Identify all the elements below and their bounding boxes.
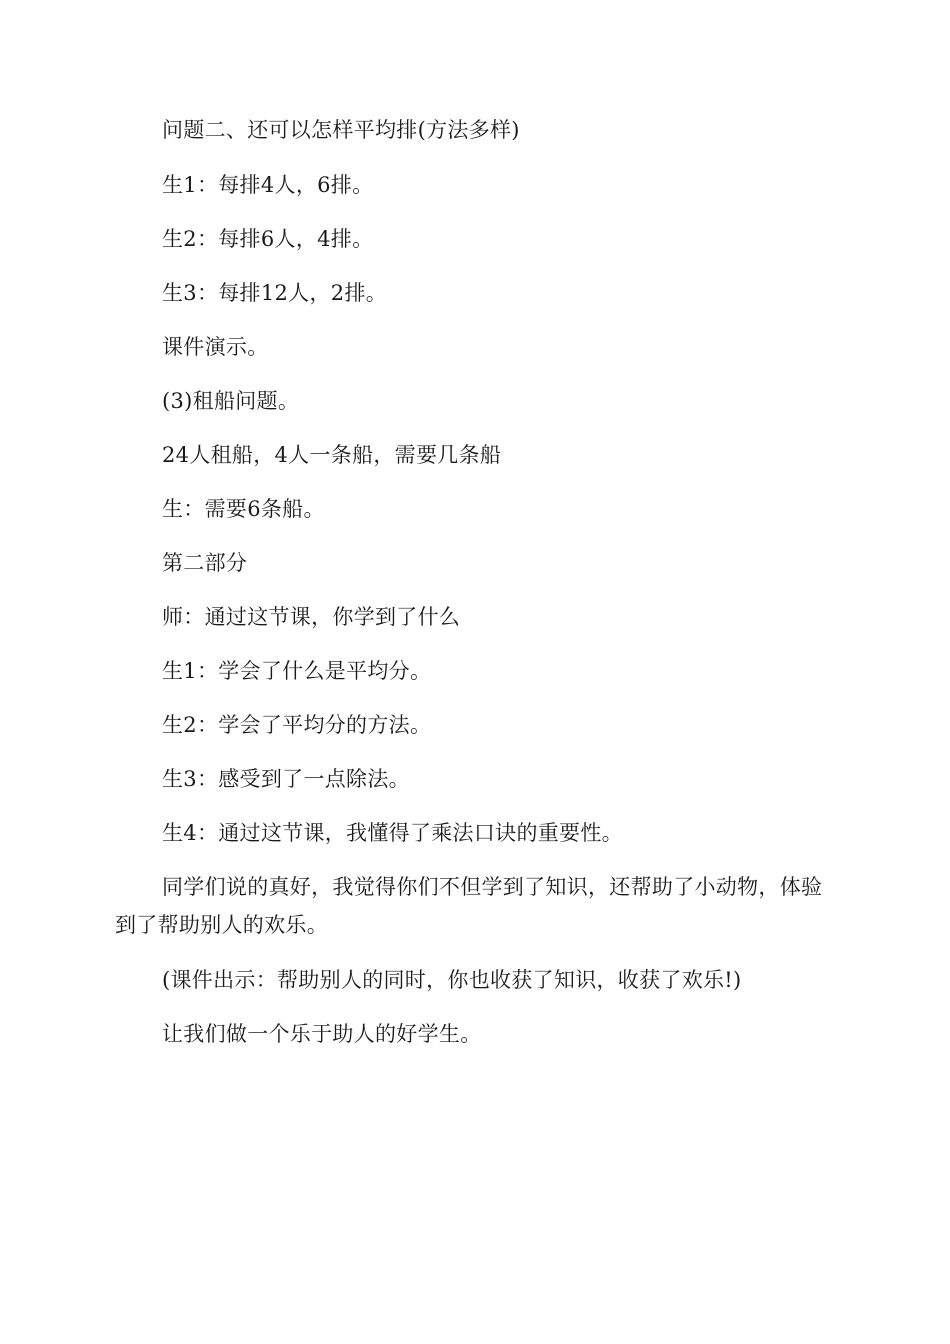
paragraph: 问题二、还可以怎样平均排(方法多样) [162, 118, 520, 142]
paragraph: 师：通过这节课，你学到了什么 [162, 605, 461, 629]
paragraph: 生2：每排6人，4排。 [162, 227, 374, 251]
paragraph: (课件出示：帮助别人的同时，你也收获了知识，收获了欢乐!) [162, 968, 742, 992]
section-heading: 第二部分 [162, 551, 248, 575]
paragraph: 让我们做一个乐于助人的好学生。 [162, 1022, 482, 1046]
paragraph: 生1：学会了什么是平均分。 [162, 659, 432, 683]
paragraph: 生1：每排4人，6排。 [162, 173, 374, 197]
paragraph: 生2：学会了平均分的方法。 [162, 713, 432, 737]
paragraph: 课件演示。 [162, 335, 269, 359]
paragraph: 生3：每排12人，2排。 [162, 281, 388, 305]
paragraph: 生：需要6条船。 [162, 497, 325, 521]
paragraph: 24人租船，4人一条船，需要几条船 [162, 443, 502, 467]
paragraph: (3)租船问题。 [162, 389, 300, 413]
paragraph: 生4：通过这节课，我懂得了乘法口诀的重要性。 [162, 821, 623, 845]
paragraph: 同学们说的真好，我觉得你们不但学到了知识，还帮助了小动物，体验到了帮助别人的欢乐。 [115, 875, 823, 937]
paragraph: 生3：感受到了一点除法。 [162, 767, 410, 791]
